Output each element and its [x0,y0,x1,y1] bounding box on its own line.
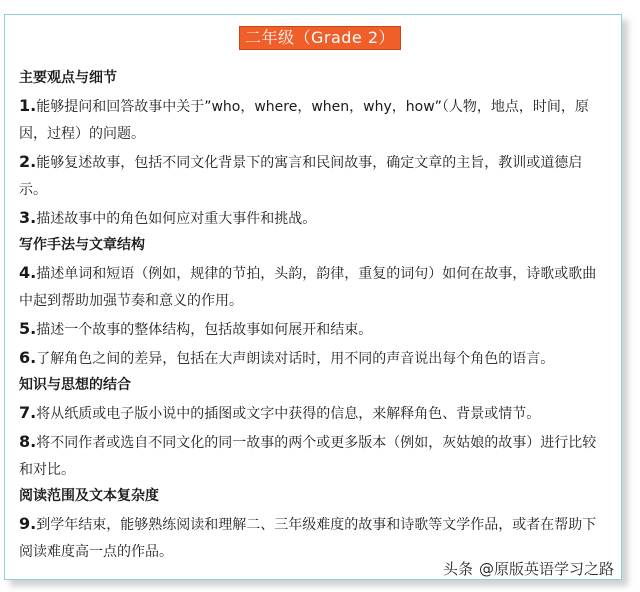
watermark-account: @原版英语学习之路 [478,560,614,578]
list-item [19,315,619,344]
list-item [19,204,619,233]
item-number: 5. [19,319,37,338]
item-number: 6. [19,348,37,367]
list-item [19,92,619,121]
watermark-source: 头条 [442,560,473,578]
item-text: 将不同作者或选自不同文化的同一故事的两个或更多版本（例如，灰姑娘的故事）进行比较 [36,435,597,451]
item-number: 4. [19,263,37,282]
section-heading: 知识与思想的结合 [19,377,131,393]
item-text: 描述一个故事的整体结构，包括故事如何展开和结束。 [36,322,373,338]
item-text: 将从纸质或电子版小说中的插图或文字中获得的信息，来解释角色、背景或情节。 [36,406,541,422]
document-content [19,66,619,566]
list-item [19,148,619,177]
list-item-continuation: 示。 [19,182,47,198]
item-number: 7. [19,403,37,422]
item-text: 能够复述故事，包括不同文化背景下的寓言和民间故事，确定文章的主旨，教训或道德启 [36,155,583,171]
list-item [19,399,619,428]
item-number: 3. [19,208,37,227]
item-number: 9. [19,514,37,533]
document-title: 二年级（Grade 2） [239,26,401,50]
item-text: 描述故事中的角色如何应对重大事件和挑战。 [36,211,317,227]
list-item-continuation: 因，过程）的问题。 [19,126,145,142]
item-text: 能够提问和回答故事中关于”who，where，when，why，how”（人物，地点，时间，原 [36,99,589,115]
item-text: 描述单词和短语（例如，规律的节拍，头韵，韵律，重复的词句）如何在故事，诗歌或歌曲 [36,266,597,282]
list-item-continuation: 阅读难度高一点的作品。 [19,544,173,560]
section-heading: 主要观点与细节 [19,70,117,86]
item-number: 1. [19,96,37,115]
item-text: 了解角色之间的差异，包括在大声朗读对话时，用不同的声音说出每个角色的语言。 [36,351,555,367]
list-item-continuation: 和对比。 [19,462,75,478]
list-item [19,259,619,288]
list-item [19,344,619,373]
title-container [0,26,640,50]
section-heading: 写作手法与文章结构 [19,237,145,253]
item-text: 到学年结束，能够熟练阅读和理解二、三年级难度的故事和诗歌等文学作品，或者在帮助下 [36,517,597,533]
section-heading: 阅读范围及文本复杂度 [19,488,159,504]
item-number: 8. [19,432,37,451]
item-number: 2. [19,152,37,171]
list-item-continuation: 中起到帮助加强节奏和意义的作用。 [19,293,243,309]
list-item [19,428,619,457]
watermark [443,558,614,579]
list-item [19,510,619,539]
